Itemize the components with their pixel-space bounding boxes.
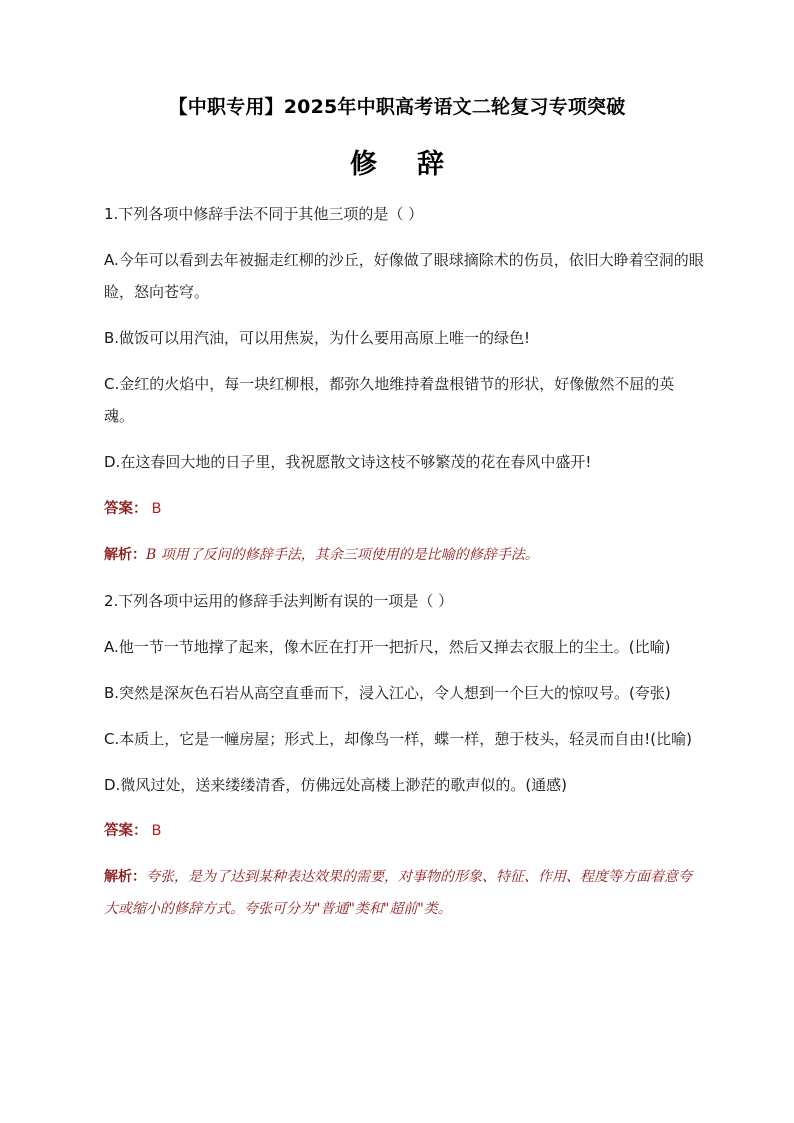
answer-value: B bbox=[151, 823, 162, 839]
answer bbox=[104, 493, 704, 525]
analysis-label: 解析： bbox=[104, 546, 146, 563]
option-a: A.今年可以看到去年被掘走红柳的沙丘，好像做了眼球摘除术的伤员，依旧大睁着空洞的眼睑，怒向苍穹。 bbox=[104, 251, 704, 301]
question-stem: 1.下列各项中修辞手法不同于其他三项的是（ ） bbox=[104, 205, 424, 223]
question-list bbox=[104, 198, 704, 939]
analysis bbox=[104, 861, 704, 925]
analysis-text: B 项用了反问的修辞手法，其余三项使用的是比喻的修辞手法。 bbox=[146, 546, 539, 563]
analysis-label: 解析： bbox=[104, 869, 146, 885]
analysis-text: 夸张，是为了达到某种表达效果的需要，对事物的形象、特征、作用、程度等方面着意夸大或缩小的修辞方式。夸张可分为"普通"类和"超前"类。 bbox=[104, 869, 692, 917]
option-c: C.本质上，它是一幢房屋；形式上，却像鸟一样，蝶一样，憩于枝头，轻灵而自由!(比喻) bbox=[104, 729, 692, 748]
subtitle-char: 修 bbox=[350, 149, 377, 180]
subtitle-char: 辞 bbox=[417, 149, 444, 180]
answer bbox=[104, 815, 704, 847]
document-title: 【中职专用】2025年中职高考语文二轮复习专项突破 bbox=[168, 96, 626, 118]
answer-label: 答案： bbox=[104, 499, 148, 517]
document-subtitle bbox=[0, 142, 794, 181]
question-stem: 2.下列各项中运用的修辞手法判断有误的一项是（ ） bbox=[104, 591, 454, 610]
answer-label: 答案： bbox=[104, 822, 148, 839]
analysis bbox=[104, 539, 704, 571]
option-b: B.突然是深灰色石岩从高空直垂而下，浸入江心，令人想到一个巨大的惊叹号。(夸张) bbox=[104, 683, 671, 702]
option-d: D.在这春回大地的日子里，我祝愿散文诗这枝不够繁茂的花在春风中盛开! bbox=[104, 453, 592, 471]
option-d: D.微风过处，送来缕缕清香，仿佛远处高楼上渺茫的歌声似的。(通感) bbox=[104, 775, 568, 794]
question-2 bbox=[104, 585, 704, 926]
option-c: C.金红的火焰中，每一块红柳根，都弥久地维持着盘根错节的形状，好像傲然不屈的英魂。 bbox=[104, 375, 675, 425]
question-1 bbox=[104, 198, 704, 571]
answer-value: B bbox=[151, 500, 162, 517]
option-b: B.做饭可以用汽油，可以用焦炭，为什么要用高原上唯一的绿色! bbox=[104, 329, 531, 347]
option-a: A.他一节一节地撑了起来，像木匠在打开一把折尺，然后又掸去衣服上的尘土。(比喻) bbox=[104, 637, 671, 656]
